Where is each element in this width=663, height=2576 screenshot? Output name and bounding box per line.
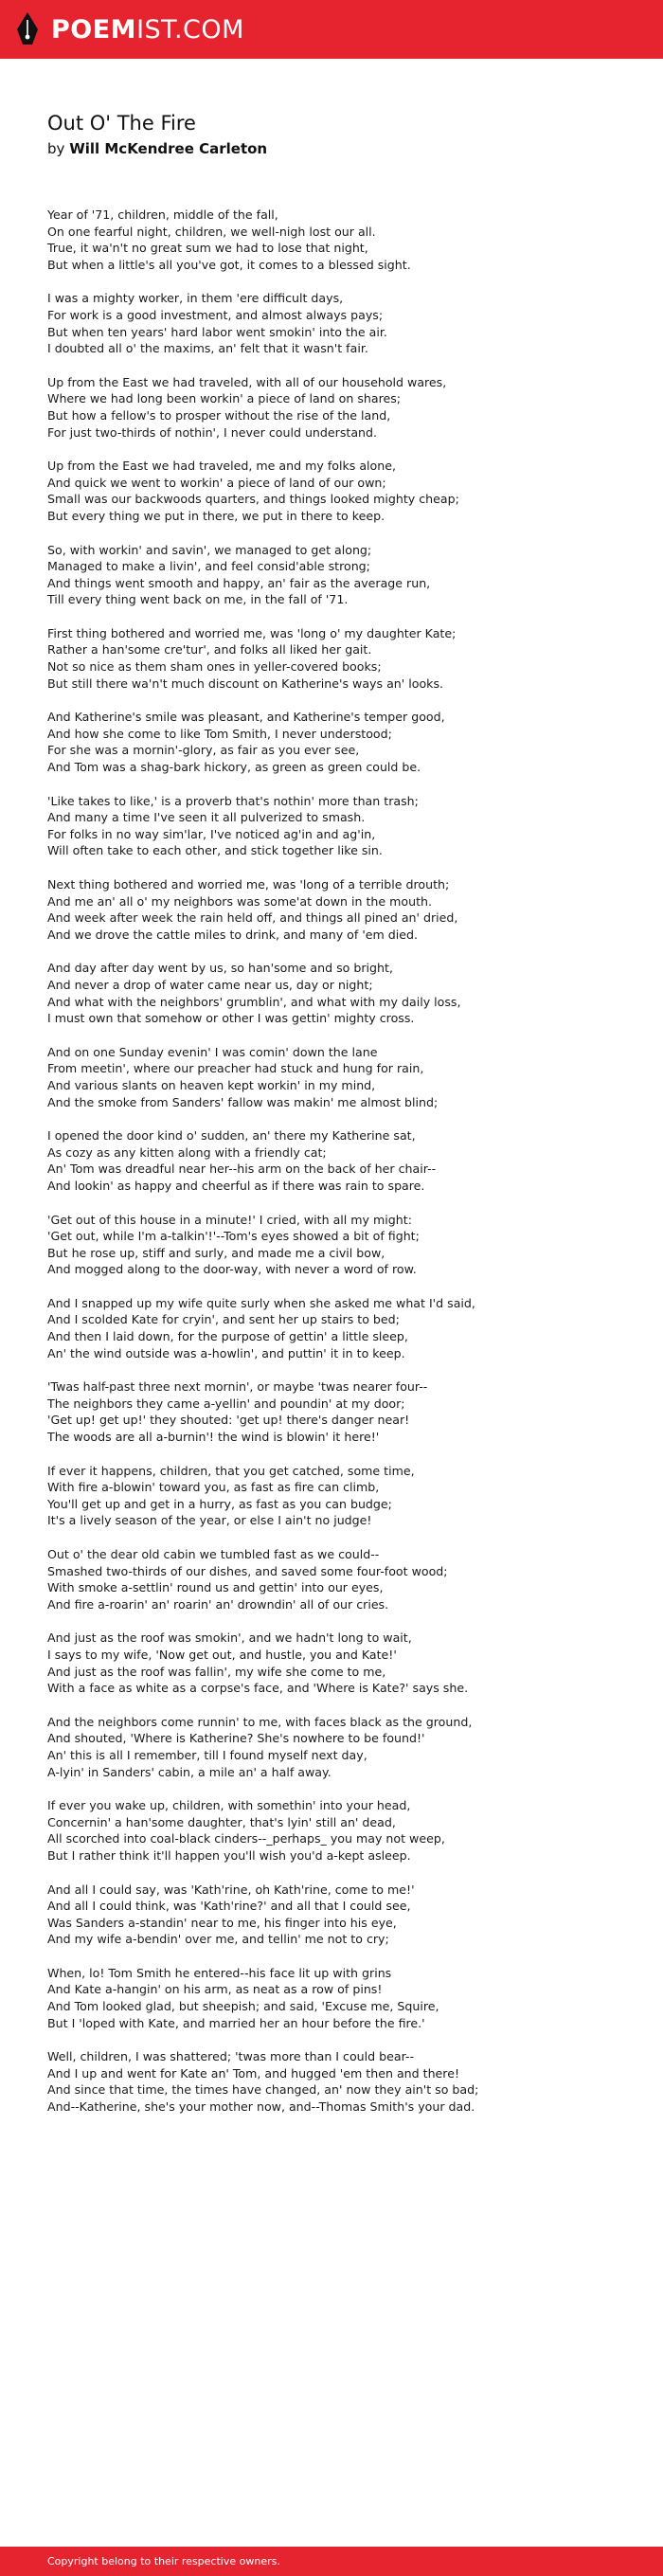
poem-line: Out o' the dear old cabin we tumbled fast as we could--: [47, 1547, 380, 1561]
poem-line: And Kate a-hangin' on his arm, as neat as a row of pins!: [47, 1982, 383, 1997]
poem-line: An' this is all I remember, till I found myself next day,: [47, 1747, 367, 1762]
poem-line: 'Get out, while I'm a-talkin'!'--Tom's eyes showed a bit of fight;: [47, 1229, 420, 1244]
poem-line: Rather a han'some cre'tur', and folks all liked her gait.: [47, 642, 372, 658]
poem-line: For work is a good investment, and almost always pays;: [47, 307, 384, 322]
poem-line: With fire a-blowin' toward you, as fast as fire can climb,: [47, 1480, 380, 1495]
poem-line: And my wife a-bendin' over me, and tellin' me not to cry;: [47, 1932, 389, 1947]
poem-title: Out O' The Fire: [47, 112, 196, 135]
poem-line: An' the wind outside was a-howlin', and puttin' it in to keep.: [47, 1345, 405, 1360]
poem-line: And how she come to like Tom Smith, I never understood;: [47, 726, 392, 741]
poem-line: An' Tom was dreadful near her--his arm on the back of her chair--: [47, 1162, 437, 1177]
poem-line: And I up and went for Kate an' Tom, and hugged 'em then and there!: [47, 2065, 460, 2081]
poem-line: All scorched into coal-black cinders--_perhaps_ you may not weep,: [47, 1831, 445, 1846]
poem-stanza: [47, 709, 635, 775]
poem-line: 'Get out of this house in a minute!' I cried, with all my might:: [47, 1212, 412, 1227]
poem-line: And lookin' as happy and cheerful as if there was rain to spare.: [47, 1178, 425, 1193]
poem-stanza: [47, 1797, 635, 1864]
poem-line: But I 'loped with Kate, and married her an hour before the fire.': [47, 2015, 425, 2030]
poem-line: And the smoke from Sanders' fallow was makin' me almost blind;: [47, 1094, 439, 1109]
poem-line: But how a fellow's to prosper without the rise of the land,: [47, 407, 391, 423]
poem-line: But he rose up, stiff and surly, and made me a civil bow,: [47, 1245, 385, 1260]
poem-stanza: [47, 876, 635, 943]
poem-line: But when ten years' hard labor went smokin' into the air.: [47, 324, 387, 339]
poem-line: Not so nice as them sham ones in yeller-covered books;: [47, 659, 382, 675]
poem-line: And the neighbors come runnin' to me, with faces black as the ground,: [47, 1714, 473, 1729]
poem-body: [47, 207, 635, 2133]
poem-line: And then I laid down, for the purpose of gettin' a little sleep,: [47, 1329, 408, 1344]
poem-line: And fire a-roarin' an' roarin' an' drowndin' all of our cries.: [47, 1596, 389, 1612]
poem-stanza: [47, 458, 635, 524]
poem-stanza: [47, 290, 635, 356]
copyright-notice: Copyright belong to their respective owners.: [47, 2555, 280, 2567]
site-footer: [0, 2547, 663, 2576]
poem-stanza: [47, 207, 635, 273]
poem-line: The woods are all a-burnin'! the wind is blowin' it here!': [47, 1430, 380, 1445]
poem-line: And since that time, the times have changed, an' now they ain't so bad;: [47, 2082, 479, 2098]
poem-line: And what with the neighbors' grumblin', and what with my daily loss,: [47, 994, 461, 1009]
poem-line: Next thing bothered and worried me, was 'long of a terrible drouth;: [47, 877, 450, 892]
poem-line: And week after week the rain held off, and things all pined an' dried,: [47, 910, 458, 926]
poem-line: With smoke a-settlin' round us and gettin' into our eyes,: [47, 1580, 384, 1595]
poem-stanza: [47, 1044, 635, 1110]
poem-line: And quick we went to workin' a piece of land of our own;: [47, 475, 386, 490]
poem-line: When, lo! Tom Smith he entered--his face lit up with grins: [47, 1965, 392, 1980]
poem-line: I says to my wife, 'Now get out, and hustle, you and Kate!': [47, 1647, 397, 1662]
byline-prefix: by: [47, 140, 65, 157]
poem-line: As cozy as any kitten along with a friendly cat;: [47, 1144, 327, 1160]
poem-line: I was a mighty worker, in them 'ere difficult days,: [47, 291, 344, 306]
poem-line: But I rather think it'll happen you'll wish you'd a-kept asleep.: [47, 1847, 411, 1863]
poem-line: I doubted all o' the maxims, an' felt that it wasn't fair.: [47, 341, 368, 356]
poem-line: If ever it happens, children, that you get catched, some time,: [47, 1463, 415, 1478]
poem-line: Concernin' a han'some daughter, that's lyin' still an' dead,: [47, 1814, 396, 1829]
poem-line: For folks in no way sim'lar, I've noticed ag'in and ag'in,: [47, 826, 376, 841]
poem-line: But still there wa'n't much discount on Katherine's ways an' looks.: [47, 676, 444, 691]
author-name[interactable]: Will McKendree Carleton: [69, 140, 268, 157]
poem-line: And I snapped up my wife quite surly when she asked me what I'd said,: [47, 1295, 475, 1310]
poem-line: Will often take to each other, and stick together like sin.: [47, 843, 383, 858]
poem-stanza: [47, 1378, 635, 1445]
poem-line: And I scolded Kate for cryin', and sent her up stairs to bed;: [47, 1312, 400, 1327]
poem-line: But every thing we put in there, we put in there to keep.: [47, 508, 385, 523]
site-logo[interactable]: [13, 9, 244, 49]
poem-line: I must own that somehow or other I was gettin' mighty cross.: [47, 1011, 415, 1026]
poem-line: And shouted, 'Where is Katherine? She's nowhere to be found!': [47, 1731, 425, 1746]
poem-stanza: [47, 374, 635, 441]
poem-stanza: [47, 2048, 635, 2115]
poem-line: You'll get up and get in a hurry, as fast as you can budge;: [47, 1496, 392, 1511]
poem-line: And Tom looked glad, but sheepish; and said, 'Excuse me, Squire,: [47, 1999, 439, 2014]
poem-byline: [47, 140, 267, 157]
poem-line: And on one Sunday evenin' I was comin' down the lane: [47, 1044, 378, 1059]
poem-stanza: [47, 1212, 635, 1278]
poem-line: Smashed two-thirds of our dishes, and saved some four-foot wood;: [47, 1563, 448, 1578]
poem-line: Where we had long been workin' a piece of land on shares;: [47, 391, 402, 406]
poem-line: I opened the door kind o' sudden, an' there my Katherine sat,: [47, 1128, 416, 1144]
logo-text: POEMIST.COM: [51, 14, 244, 45]
poem-line: And never a drop of water came near us, day or night;: [47, 977, 373, 992]
poem-line: Up from the East we had traveled, me and my folks alone,: [47, 459, 396, 474]
poem-line: First thing bothered and worried me, was 'long o' my daughter Kate;: [47, 625, 457, 640]
poem-line: True, it wa'n't no great sum we had to lose that night,: [47, 241, 368, 256]
poem-line: And we drove the cattle miles to drink, and many of 'em died.: [47, 927, 419, 942]
poem-stanza: [47, 1882, 635, 1948]
poem-line: Managed to make a livin', and feel consid'able strong;: [47, 559, 370, 574]
pen-nib-icon: [13, 10, 42, 48]
poem-line: So, with workin' and savin', we managed to get along;: [47, 542, 372, 557]
poem-line: But when a little's all you've got, it comes to a blessed sight.: [47, 257, 411, 272]
poem-line: For she was a mornin'-glory, as fair as you ever see,: [47, 743, 360, 758]
poem-stanza: [47, 793, 635, 859]
poem-line: And mogged along to the door-way, with never a word of row.: [47, 1262, 417, 1277]
poem-stanza: [47, 1714, 635, 1780]
poem-stanza: [47, 1463, 635, 1529]
poem-line: And day after day went by us, so han'some and so bright,: [47, 961, 393, 976]
poem-line: 'Like takes to like,' is a proverb that's nothin' more than trash;: [47, 793, 419, 808]
poem-line: With a face as white as a corpse's face, and 'Where is Kate?' says she.: [47, 1681, 469, 1696]
poem-stanza: [47, 1965, 635, 2031]
poem-line: Well, children, I was shattered; 'twas more than I could bear--: [47, 2049, 415, 2064]
poem-stanza: [47, 542, 635, 608]
poem-line: From meetin', where our preacher had stuck and hung for rain,: [47, 1061, 424, 1076]
poem-stanza: [47, 625, 635, 692]
poem-stanza: [47, 1630, 635, 1696]
poem-stanza: [47, 1127, 635, 1194]
site-header: [0, 0, 663, 59]
poem-line: Up from the East we had traveled, with all of our household wares,: [47, 374, 447, 389]
poem-line: Year of '71, children, middle of the fall,: [47, 207, 278, 222]
poem-line: And many a time I've seen it all pulverized to smash.: [47, 810, 366, 825]
poem-line: The neighbors they came a-yellin' and poundin' at my door;: [47, 1396, 405, 1411]
poem-stanza: [47, 960, 635, 1026]
poem-line: If ever you wake up, children, with somethin' into your head,: [47, 1798, 411, 1813]
poem-line: For just two-thirds of nothin', I never could understand.: [47, 424, 378, 440]
poem-line: It's a lively season of the year, or else I ain't no judge!: [47, 1513, 372, 1528]
poem-line: Till every thing went back on me, in the fall of '71.: [47, 592, 349, 607]
poem-line: And Katherine's smile was pleasant, and Katherine's temper good,: [47, 710, 445, 725]
poem-line: And just as the roof was fallin', my wife she come to me,: [47, 1664, 386, 1679]
poem-line: And things went smooth and happy, an' fair as the average run,: [47, 575, 431, 590]
poem-stanza: [47, 1295, 635, 1361]
poem-line: And Tom was a shag-bark hickory, as green as green could be.: [47, 760, 421, 775]
poem-line: Was Sanders a-standin' near to me, his finger into his eye,: [47, 1915, 397, 1930]
poem-line: And me an' all o' my neighbors was some'at down in the mouth.: [47, 893, 433, 909]
poem-line: A-lyin' in Sanders' cabin, a mile an' a half away.: [47, 1764, 332, 1779]
poem-line: And all I could say, was 'Kath'rine, oh Kath'rine, come to me!': [47, 1882, 415, 1897]
poem-line: And--Katherine, she's your mother now, and--Thomas Smith's your dad.: [47, 2099, 475, 2115]
poem-line: Small was our backwoods quarters, and things looked mighty cheap;: [47, 492, 459, 507]
poem-line: 'Twas half-past three next mornin', or maybe 'twas nearer four--: [47, 1379, 428, 1395]
poem-line: And various slants on heaven kept workin' in my mind,: [47, 1077, 376, 1092]
poem-line: 'Get up! get up!' they shouted: 'get up! there's danger near!: [47, 1413, 410, 1428]
poem-stanza: [47, 1546, 635, 1612]
poem-line: And just as the roof was smokin', and we hadn't long to wait,: [47, 1630, 412, 1646]
poem-line: And all I could think, was 'Kath'rine?' and all that I could see,: [47, 1899, 411, 1914]
poem-line: On one fearful night, children, we well-nigh lost our all.: [47, 224, 376, 239]
